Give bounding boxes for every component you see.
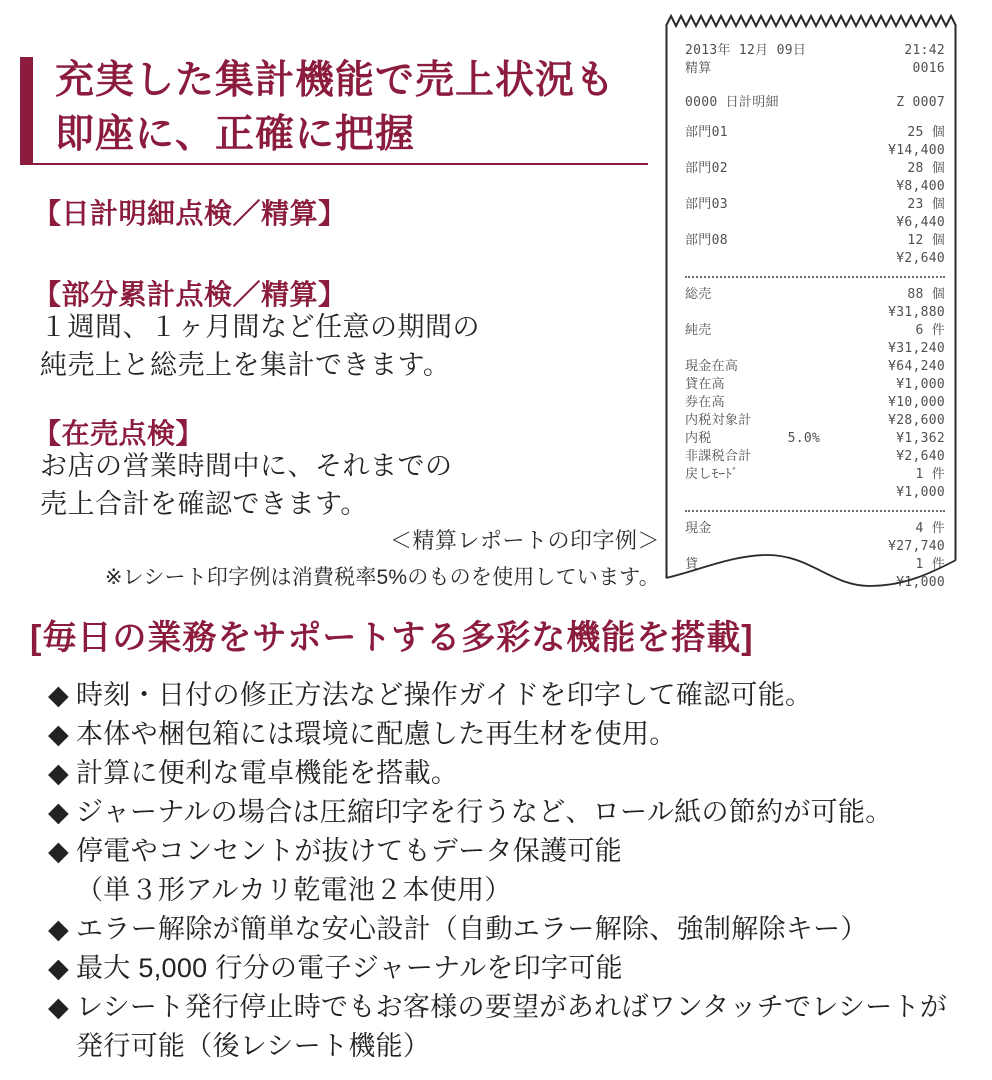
receipt-row: [685, 394, 945, 412]
section-body-partial-total: [40, 308, 480, 384]
receipt-cell: 2013年 12月 09日: [685, 43, 807, 58]
section-body-line: 純売上と総売上を集計できます。: [40, 350, 451, 380]
receipt-row: [685, 574, 945, 592]
receipt-dotted-separator: [685, 268, 945, 286]
receipt-cell: 0016: [912, 61, 945, 76]
diamond-bullet-icon: ◆: [48, 914, 70, 944]
diamond-bullet-icon: ◆: [48, 953, 70, 983]
receipt-cell: ¥28,600: [888, 413, 945, 428]
receipt-cell: 非課税合計: [685, 449, 752, 464]
list-item: [48, 910, 978, 949]
receipt-cell: 1 件: [915, 467, 945, 482]
receipt-cell: 部門08: [685, 233, 728, 248]
section-heading-stock-check: 【在売点検】: [33, 418, 205, 449]
feature-text: レシート発行停止時でもお客様の要望があればワンタッチでレシートが: [76, 992, 948, 1022]
receipt-row: [685, 430, 945, 448]
receipt-row: [685, 538, 945, 556]
receipt-caption: ＜精算レポートの印字例＞: [389, 528, 660, 553]
receipt-cell: ¥1,000: [896, 575, 945, 590]
receipt-row: [685, 232, 945, 250]
receipt-row: [685, 466, 945, 484]
receipt-cell: 現金在高: [685, 359, 739, 374]
receipt-cell: 部門01: [685, 125, 728, 140]
features-heading: [毎日の業務をサポートする多彩な機能を搭載]: [30, 619, 754, 657]
receipt-cell: 12 個: [907, 233, 945, 248]
page-title: [55, 54, 655, 162]
feature-text: 計算に便利な電卓機能を搭載。: [76, 758, 459, 788]
diamond-bullet-icon: ◆: [48, 992, 70, 1022]
receipt-row: [685, 94, 945, 112]
receipt-cell: ¥14,400: [888, 143, 945, 158]
section-body-line: 売上合計を確認できます。: [40, 489, 368, 519]
feature-note: （単３形アルカリ乾電池２本使用）: [76, 875, 512, 905]
receipt-row: [685, 340, 945, 358]
receipt-cell: ¥31,880: [888, 305, 945, 320]
receipt-cell: 精算: [685, 61, 712, 76]
receipt-cell: ¥1,000: [896, 485, 945, 500]
list-item: [48, 676, 978, 715]
receipt-cell: 5.0%: [787, 431, 821, 446]
feature-note: 発行可能（後レシート機能）: [76, 1031, 431, 1061]
receipt-cell: 貸在高: [685, 377, 725, 392]
receipt-row: [685, 376, 945, 394]
receipt-cell: 28 個: [907, 161, 945, 176]
list-item: [48, 988, 978, 1066]
receipt-text: [685, 42, 945, 592]
receipt-row: [685, 42, 945, 60]
receipt-row: [685, 304, 945, 322]
receipt-row: [685, 60, 945, 78]
receipt-cell: 25 個: [907, 125, 945, 140]
features-list: [48, 676, 978, 1066]
receipt-cell: 純売: [685, 323, 712, 338]
receipt-torn-top-edge: [666, 16, 956, 26]
receipt-printout-sample: [665, 8, 957, 588]
receipt-cell: ¥10,000: [888, 395, 945, 410]
section-body-stock-check: [40, 447, 453, 523]
receipt-row: [685, 214, 945, 232]
feature-text: エラー解除が簡単な安心設計（自動エラー解除、強制解除キー）: [76, 914, 868, 944]
receipt-cell: 6 件: [915, 323, 945, 338]
receipt-cell: ¥8,400: [896, 179, 945, 194]
receipt-cell: 4 件: [915, 521, 945, 536]
receipt-cell: 88 個: [907, 287, 945, 302]
diamond-bullet-icon: ◆: [48, 758, 70, 788]
receipt-row: [685, 448, 945, 466]
caption-block: [0, 524, 660, 591]
receipt-row: [685, 250, 945, 268]
receipt-row: [685, 124, 945, 142]
feature-text: ジャーナルの場合は圧縮印字を行うなど、ロール紙の節約が可能。: [76, 797, 893, 827]
section-heading-partial-total: 【部分累計点検／精算】: [33, 279, 347, 310]
diamond-bullet-icon: ◆: [48, 719, 70, 749]
receipt-cell: ¥64,240: [888, 359, 945, 374]
receipt-cell: 内税対象計: [685, 413, 752, 428]
receipt-cell: ¥1,362: [896, 431, 945, 446]
tax-rate-note: ※レシート印字例は消費税率5%のものを使用しています。: [104, 566, 660, 589]
section-body-line: １週間、１ヶ月間など任意の期間の: [40, 312, 480, 342]
receipt-cell: 部門02: [685, 161, 728, 176]
receipt-cell: 23 個: [907, 197, 945, 212]
receipt-cell: 総売: [685, 287, 712, 302]
receipt-cell: 戻しﾓｰﾄﾞ: [685, 467, 739, 482]
receipt-cell: ¥31,240: [888, 341, 945, 356]
receipt-row: [685, 412, 945, 430]
page-title-line1: 充実した集計機能で売上状況も: [55, 59, 616, 102]
heading-accent-bar: [20, 57, 33, 165]
receipt-cell: ¥1,000: [896, 377, 945, 392]
receipt-cell: 1 件: [915, 557, 945, 572]
section-heading-daily-report: 【日計明細点検／精算】: [33, 198, 347, 229]
receipt-cell: ¥2,640: [896, 251, 945, 266]
diamond-bullet-icon: ◆: [48, 680, 70, 710]
list-item: [48, 754, 978, 793]
receipt-cell: ¥6,440: [896, 215, 945, 230]
list-item: [48, 949, 978, 988]
list-item: [48, 715, 978, 754]
receipt-cell: 部門03: [685, 197, 728, 212]
list-item: [48, 832, 978, 910]
receipt-row: [685, 358, 945, 376]
receipt-row: [685, 196, 945, 214]
feature-text: 停電やコンセントが抜けてもデータ保護可能: [76, 836, 622, 866]
feature-text: 本体や梱包箱には環境に配慮した再生材を使用。: [76, 719, 677, 749]
receipt-cell: ¥27,740: [888, 539, 945, 554]
receipt-row: [685, 286, 945, 304]
receipt-row: [685, 142, 945, 160]
list-item: [48, 793, 978, 832]
feature-text: 最大 5,000 行分の電子ジャーナルを印字可能: [76, 953, 623, 983]
receipt-cell: 内税: [685, 431, 712, 446]
receipt-row: [685, 160, 945, 178]
diamond-bullet-icon: ◆: [48, 797, 70, 827]
receipt-row: [685, 322, 945, 340]
receipt-dotted-separator: [685, 502, 945, 520]
receipt-row: [685, 484, 945, 502]
receipt-row: [685, 556, 945, 574]
receipt-cell: 券在高: [685, 395, 725, 410]
diamond-bullet-icon: ◆: [48, 836, 70, 866]
receipt-cell: Z 0007: [896, 95, 945, 110]
heading-underline: [20, 163, 648, 165]
receipt-cell: 0000 日計明細: [685, 95, 779, 110]
section-body-line: お店の営業時間中に、それまでの: [40, 451, 453, 481]
receipt-cell: 現金: [685, 521, 712, 536]
receipt-cell: 21:42: [904, 43, 945, 58]
receipt-cell: ¥2,640: [896, 449, 945, 464]
page-title-line2: 即座に、正確に把握: [55, 113, 416, 156]
receipt-cell: 貸: [685, 557, 699, 572]
feature-text: 時刻・日付の修正方法など操作ガイドを印字して確認可能。: [76, 680, 813, 710]
receipt-row: [685, 520, 945, 538]
receipt-row: [685, 178, 945, 196]
